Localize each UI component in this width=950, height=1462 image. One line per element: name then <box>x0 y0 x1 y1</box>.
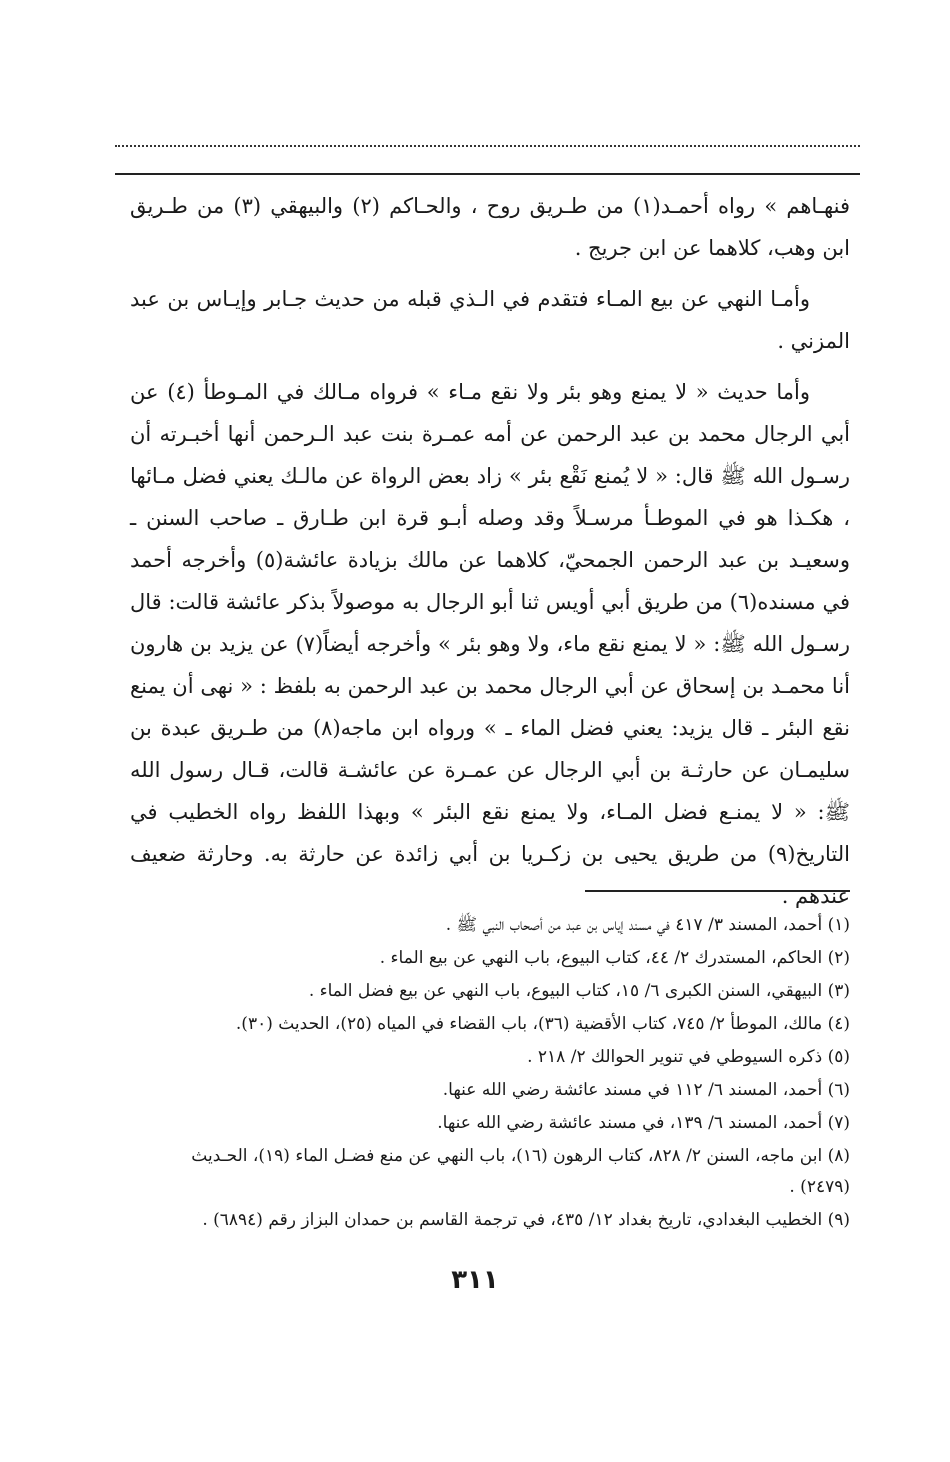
header-dotted-rule <box>115 145 860 147</box>
footnotes-section <box>165 910 850 1238</box>
footnote-9: (٩) الخطيب البغدادي، تاريخ بغداد ١٢/ ٤٣٥، في ترجمة القاسم بن حمدان البزاز رقم (٦٨٩٤) . <box>202 1210 850 1230</box>
footnote-6: (٦) أحمد، المسند ٦/ ١١٢ في مسند عائشة رضي الله عنها. <box>442 1080 850 1100</box>
page-number: ٣١١ <box>451 1265 499 1295</box>
footnote-7: (٧) أحمد، المسند ٦/ ١٣٩، في مسند عائشة رضي الله عنها. <box>437 1113 850 1133</box>
paragraph-2: وأمـا النهي عن بيع المـاء فتقدم في الـذي قبله من حديث جـابر وإيـاس بن عبد المزني . <box>130 287 850 353</box>
footnote-5: (٥) ذكره السيوطي في تنوير الحوالك ٢/ ٢١٨ . <box>527 1047 850 1067</box>
footnote-separator <box>585 890 850 892</box>
header-solid-rule <box>115 173 860 175</box>
footnote-3: (٣) البيهقي، السنن الكبرى ٦/ ١٥، كتاب البيوع، باب النهي عن بيع فضل الماء . <box>308 981 850 1001</box>
footnote-2: (٢) الحاكم، المستدرك ٢/ ٤٤، كتاب البيوع، باب النهي عن بيع الماء . <box>379 948 850 968</box>
footnote-4: (٤) مالك، الموطأ ٢/ ٧٤٥، كتاب الأقضية (٣٦)، باب القضاء في المياه (٢٥)، الحديث (٣٠). <box>235 1014 850 1034</box>
paragraph-3: وأما حديث « لا يمنع وهو بئر ولا نقع مـاء » فرواه مـالك في المـوطأ (٤) عن أبي الرجال محمد بن عبد الرحمن عن أمه عمـرة بنت عبد الـرحمن أنها أخبـرته أن رسـول الله ﷺ قال: « لا يُمنع نَقْع بئر » زاد بعض الرواة عن مالـك يعني فضل مـائها ، هكـذا هو في الموطـأ مرسـلاً وقد وصله أبـو قرة ابن طـارق ـ صاحب السنن ـ وسعيـد بن عبد الرحمن الجمحيّ، كلاهما عن مالك بزيادة عائشة(٥) وأخرجه أحمد في مسنده(٦) من طريق أبي أويس ثنا أبو الرجال به موصولاً بذكر عائشة قالت: قال رسـول الله ﷺ: « لا يمنع نقع ماء، ولا وهو بئر » وأخرجه أيضاً(٧) عن يزيد بن هارون أنا محمـد بن إسحاق عن أبي الرجال محمد بن عبد الرحمن به بلفظ : « نهى أن يمنع نقع البئر ـ قال يزيد: يعني فضل الماء ـ » ورواه ابن ماجه(٨) من طـريق عبدة بن سليمـان عن حارثـة بن أبي الرجال عن عمـرة عن عائشـة قالت، قـال رسول الله ﷺ: « لا يمنـع فضل المـاء، ولا يمنع نقع البئر » وبهذا اللفظ رواه الخطيب في التاريخ(٩) من طريق يحيى بن زكـريا بن أبي زائدة عن حارثة به. وحارثة ضعيف عندهم . <box>130 380 851 908</box>
footnote-1: (١) أحمد، المسند ٣/ ٤١٧ في مسند إياس بن عبد من أصحاب النبي ﷺ . <box>445 915 850 935</box>
paragraph-1: فنهـاهم » رواه أحمـد(١) من طـريق روح ، والحـاكم (٢) والبيهقي (٣) من طـريق ابن وهب، كلاهما عن ابن جريج . <box>130 194 851 260</box>
main-text-body <box>130 185 850 926</box>
footnote-8: (٨) ابن ماجه، السنن ٢/ ٨٢٨، كتاب الرهون (١٦)، باب النهي عن منع فضـل الماء (١٩)، الحـديث (٢٤٧٩) . <box>191 1146 850 1197</box>
